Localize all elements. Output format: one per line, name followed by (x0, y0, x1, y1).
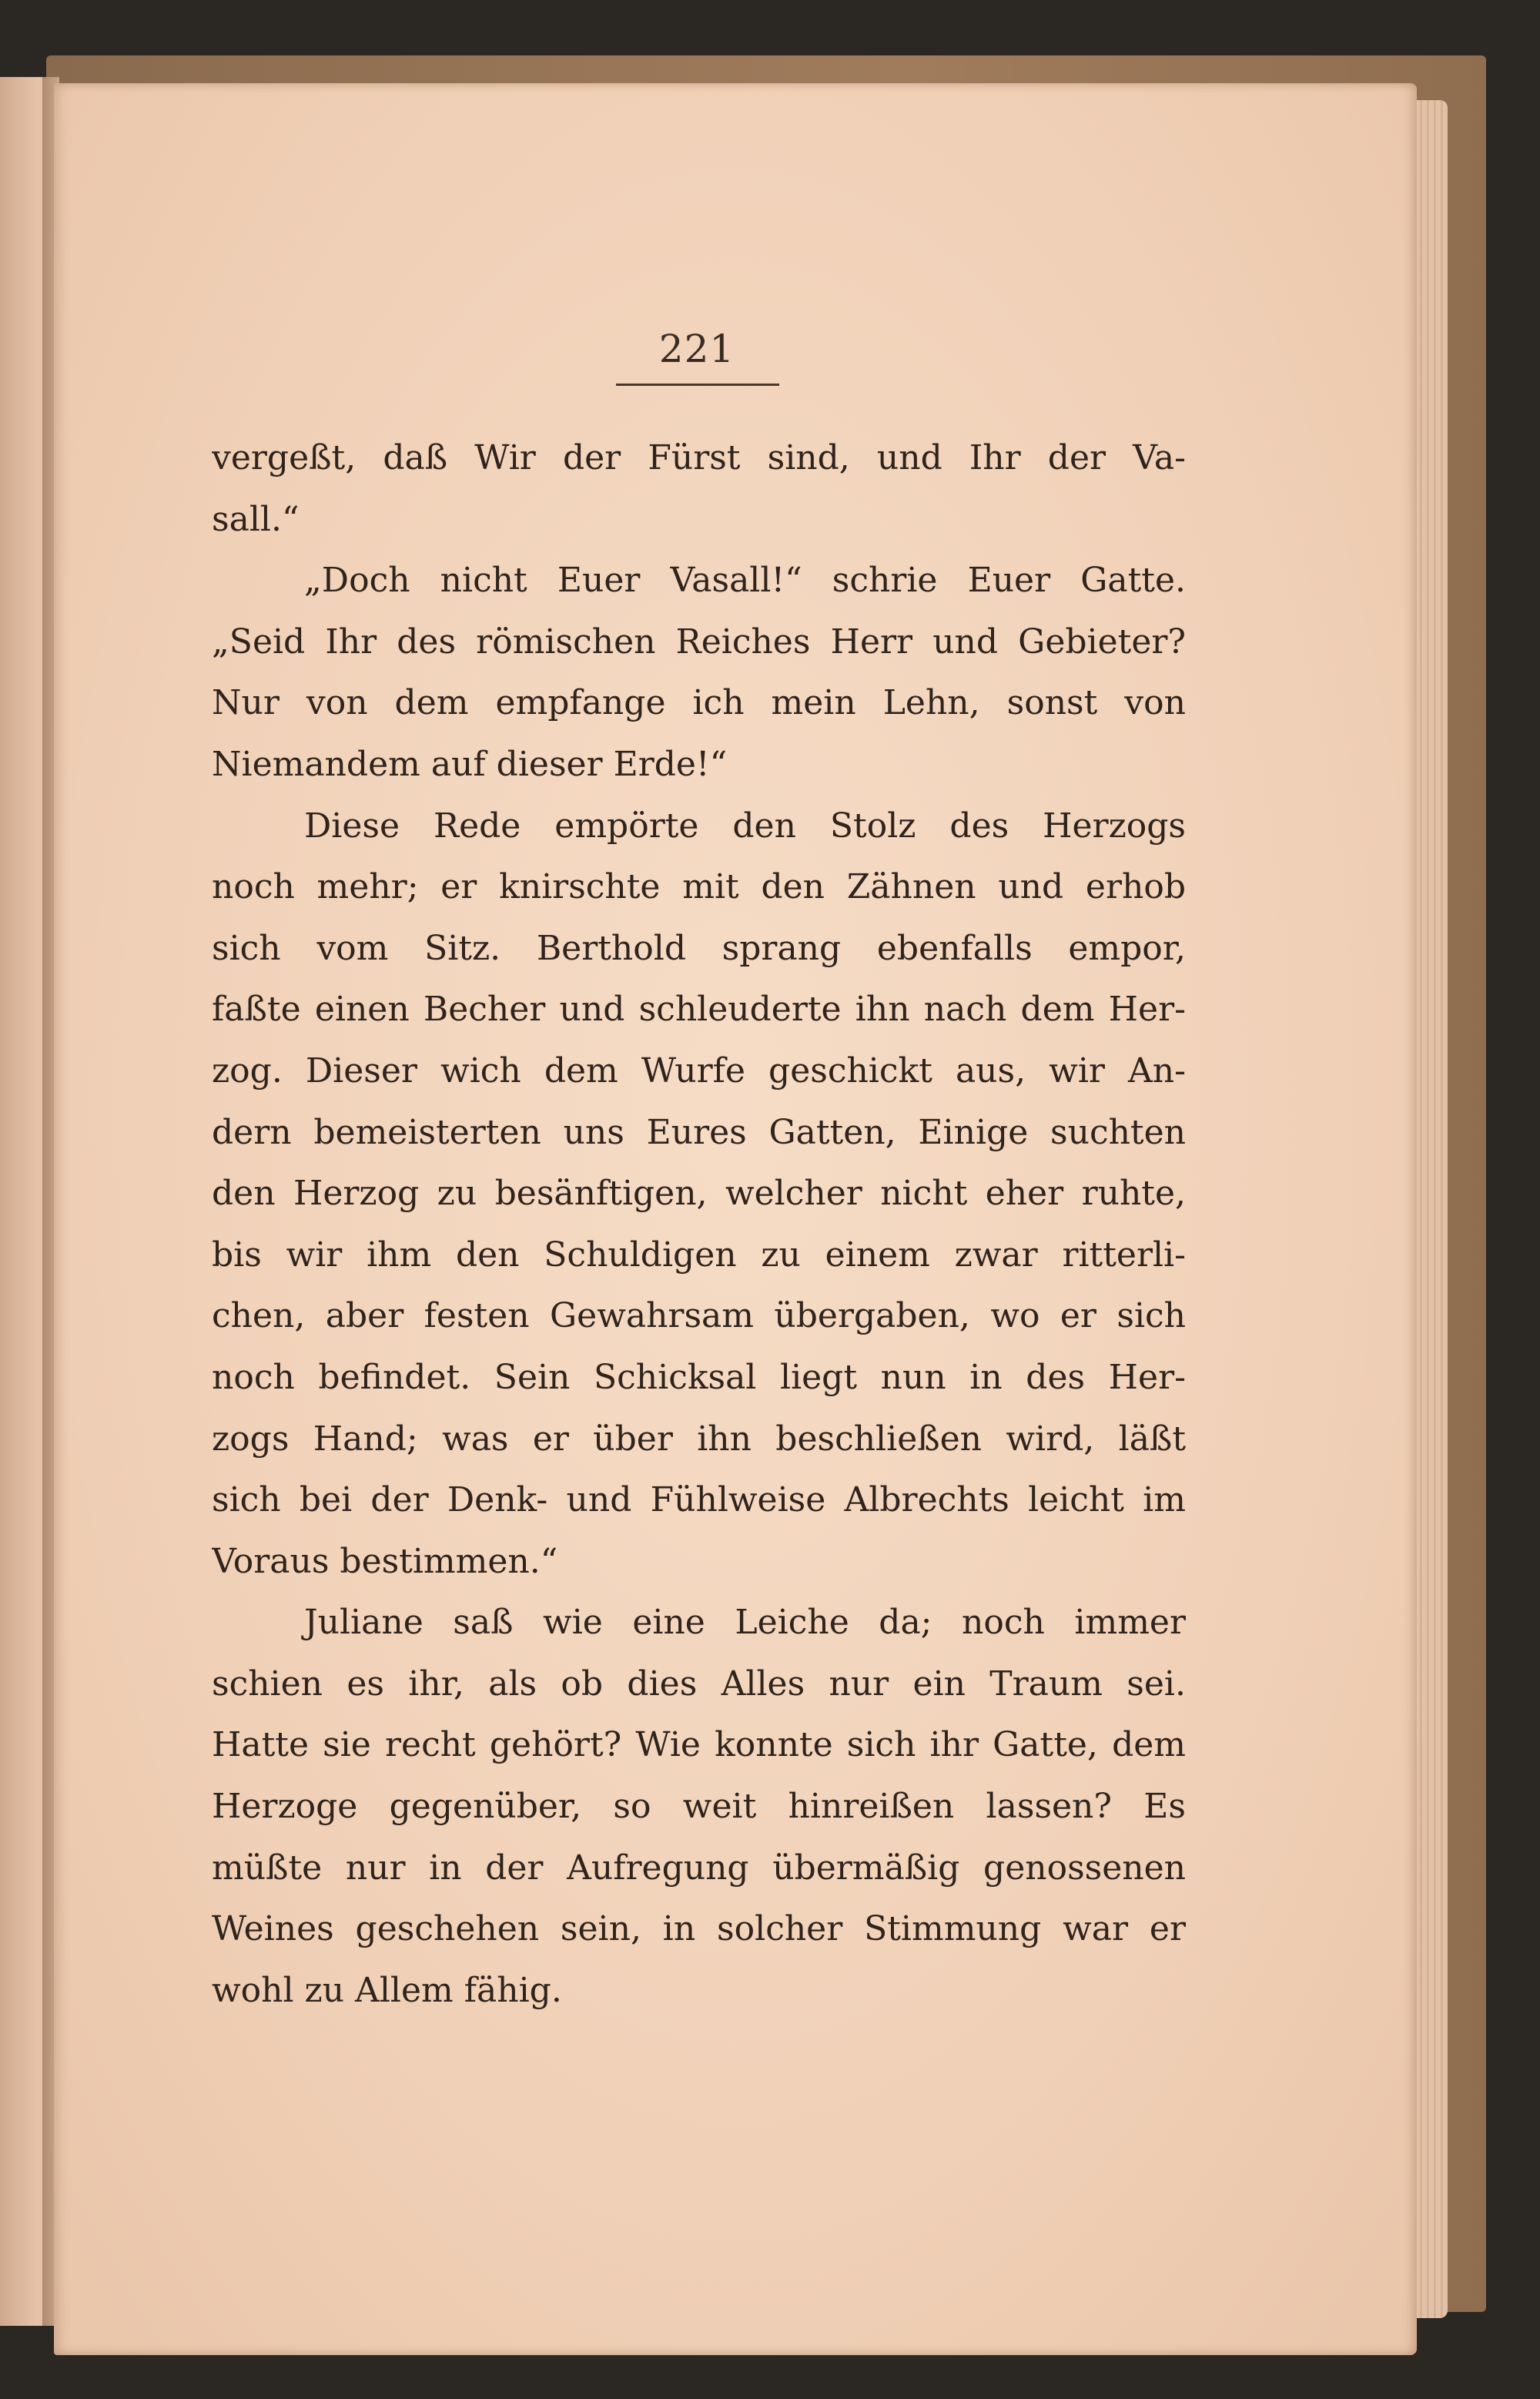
text-line: chen, aber festen Gewahrsam übergaben, wo er sich (212, 1296, 1186, 1336)
text-line: Hatte sie recht gehört? Wie konnte sich ihr Gatte, dem (212, 1725, 1186, 1765)
page-body (212, 427, 1186, 2021)
text-line: Niemandem auf dieser Erde!“ (212, 744, 728, 784)
text-line: Herzoge gegenüber, so weit hinreißen lassen? Es (212, 1787, 1186, 1827)
text-line: sich vom Sitz. Berthold sprang ebenfalls empor, (212, 928, 1186, 968)
text-line: dern bemeisterten uns Eures Gatten, Einige suchten (212, 1112, 1186, 1152)
text-line: „Seid Ihr des römischen Reiches Herr und Gebieter? (212, 622, 1186, 662)
text-line: Nur von dem empfange ich mein Lehn, sonst von (212, 683, 1186, 723)
text-line: Diese Rede empörte den Stolz des Herzogs (304, 806, 1186, 846)
text-line: noch befindet. Sein Schicksal liegt nun in des Her- (212, 1357, 1186, 1397)
text-line: faßte einen Becher und schleuderte ihn nach dem Her- (212, 990, 1186, 1030)
text-line: vergeßt, daß Wir der Fürst sind, und Ihr der Va- (212, 438, 1186, 477)
text-line: wohl zu Allem fähig. (212, 1970, 562, 2010)
text-line: Voraus bestimmen.“ (212, 1541, 558, 1581)
text-line: zog. Dieser wich dem Wurfe geschickt aus, wir An- (212, 1050, 1186, 1091)
text-line: sich bei der Denk- und Fühlweise Albrechts leicht im (212, 1480, 1186, 1520)
text-line: „Doch nicht Euer Vasall!“ schrie Euer Gatte. (304, 561, 1186, 601)
text-line: Weines geschehen sein, in solcher Stimmung war er (212, 1909, 1186, 1949)
page-number-rule (616, 384, 779, 386)
text-line: müßte nur in der Aufregung übermäßig genossenen (212, 1848, 1186, 1888)
text-line: schien es ihr, als ob dies Alles nur ein Traum sei. (212, 1664, 1186, 1704)
page-number: 221 (658, 327, 735, 371)
text-line: Juliane saß wie eine Leiche da; noch immer (304, 1603, 1186, 1643)
text-line: den Herzog zu besänftigen, welcher nicht eher ruhte, (212, 1174, 1186, 1214)
text-line: zogs Hand; was er über ihn beschließen wird, läßt (212, 1419, 1186, 1459)
text-line: sall.“ (212, 499, 300, 539)
text-line: bis wir ihm den Schuldigen zu einem zwar ritterli- (212, 1235, 1186, 1275)
text-line: noch mehr; er knirschte mit den Zähnen und erhob (212, 867, 1186, 907)
